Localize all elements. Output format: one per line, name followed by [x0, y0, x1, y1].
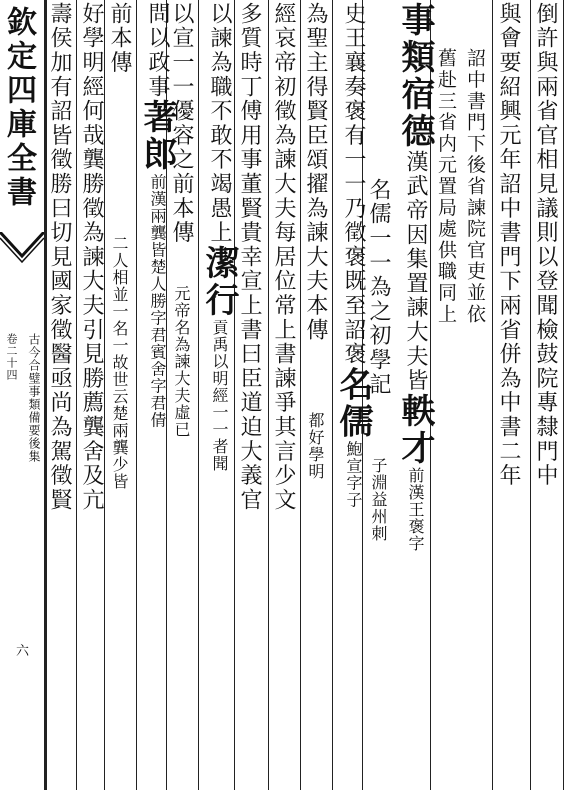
book-series-title: 欽定四庫全書 [1, 6, 36, 210]
column-rule [104, 0, 105, 790]
entry-heading: 軼才 [395, 393, 435, 467]
column-rule [492, 0, 493, 790]
text-column [108, 2, 130, 490]
column-rule [198, 0, 199, 790]
annotation: 元帝名為諫大夫虛已 [172, 285, 191, 438]
book-title-label: 古今合璧事類備要後集 [27, 333, 41, 463]
text-column [395, 2, 435, 552]
column-body: 漢武帝因集置諫大夫皆 [403, 150, 428, 393]
column-rule [268, 0, 269, 790]
annotation: 子淵益州刺 [369, 456, 388, 542]
annotation: 鮑宣字子 [344, 440, 363, 509]
page-edge-rule [563, 0, 564, 790]
text-column: 詔中書門下後省諫院官吏並依 [464, 48, 486, 325]
column-body: 前本傳 [107, 2, 132, 75]
text-column: 與會要紹興元年詔中書門下兩省併為中書二年 [496, 2, 521, 488]
column-rule [76, 0, 77, 790]
text-column: 倒許與兩省官相見議則以登聞檢鼓院專隸門中 [533, 2, 558, 488]
annotation: 都好學明 [306, 412, 325, 481]
column-body: 問以政事 [145, 2, 170, 100]
column-rule [300, 0, 301, 790]
text-column: 好學明經何哉龔勝徵為諫大夫引見勝薦龔舍及亢 [79, 2, 104, 513]
text-column: 多質時丁傅用事董賢貴幸宣上書曰臣道迫大義官 [237, 2, 262, 513]
column-rule [530, 0, 531, 790]
text-column [199, 2, 239, 472]
text-column [304, 2, 326, 480]
entry-heading: 潔行 [199, 245, 239, 319]
annotation: 二人相並一名一故世云楚兩龔少皆 [110, 234, 129, 490]
column-body: 名儒一一為之初學記 [366, 178, 391, 397]
page-number: 六 [16, 644, 30, 659]
annotation: 前漢兩龔皆楚人勝字君賓舍字君倩 [148, 173, 167, 429]
text-column [137, 2, 177, 429]
column-body: 為聖主得賢臣頌擢為諫大夫本傳 [303, 2, 328, 343]
column-body: 史王襄奏褒有一一乃徵褒既至詔褒 [341, 2, 366, 367]
text-column [333, 2, 373, 509]
column-body: 以諫為職不敢不竭愚上 [207, 2, 232, 245]
text-column [367, 178, 389, 542]
section-title: 事類宿德 [395, 2, 435, 150]
text-column: 經哀帝初徵為諫大夫每居位常上書諫爭其言少文 [271, 2, 296, 513]
annotation: 貢禹以明經一一者聞 [210, 319, 229, 472]
text-column: 舊赴三省内元置局處供職同上 [435, 48, 457, 325]
fish-tail-ornament-icon [0, 232, 44, 272]
annotation: 前漢王褒字 [406, 467, 425, 552]
text-column: 壽侯加有詔皆徵勝曰切見國家徵醫亟尚為駕徵賢 [47, 2, 72, 513]
entry-heading: 著郎 [137, 99, 177, 174]
entry-heading: 名儒 [333, 366, 373, 441]
volume-label: 卷二十四 [5, 333, 18, 381]
column-body: 以宣一一優容之前本傳 [169, 2, 194, 245]
